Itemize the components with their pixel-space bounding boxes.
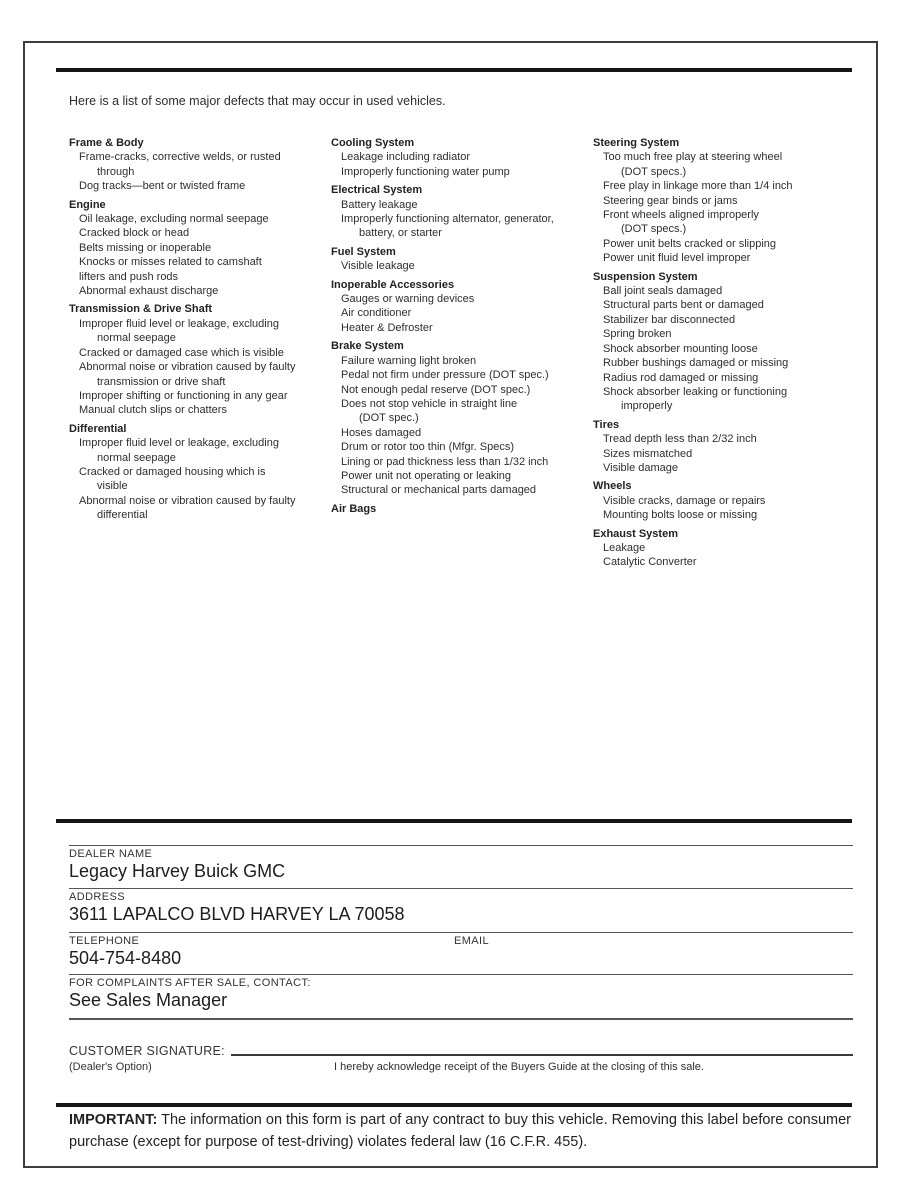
defect-item-line: Oil leakage, excluding normal seepage: [79, 213, 269, 226]
defect-item-line: Structural or mechanical parts damaged: [341, 484, 537, 497]
telephone-email-row: [69, 932, 853, 974]
defect-item-line: Too much free play at steering wheel: [603, 151, 783, 164]
defect-item-line: normal seepage: [97, 451, 176, 464]
complaints-row: [69, 974, 853, 1020]
defect-item-line: Stabilizer bar disconnected: [603, 313, 736, 326]
defect-item-line: Visible damage: [603, 461, 679, 474]
defect-item-line: Improperly functioning water pump: [341, 165, 510, 178]
defect-item-line: improperly: [621, 400, 673, 413]
defect-section-heading: Electrical System: [331, 184, 423, 197]
defect-item-line: Manual clutch slips or chatters: [79, 404, 227, 417]
defect-item-line: lifters and push rods: [79, 270, 179, 283]
defect-item-line: Radius rod damaged or missing: [603, 371, 759, 384]
defect-item-line: Not enough pedal reserve (DOT spec.): [341, 383, 531, 396]
defect-item-line: Free play in linkage more than 1/4 inch: [603, 180, 793, 193]
defect-item-line: normal seepage: [97, 332, 176, 345]
important-notice-label: IMPORTANT:: [69, 1112, 158, 1128]
defect-item-line: Shock absorber mounting loose: [603, 342, 758, 355]
defect-item-line: Mounting bolts loose or missing: [603, 509, 758, 522]
defect-item-line: Gauges or warning devices: [341, 293, 475, 306]
address-label: ADDRESS: [69, 891, 125, 903]
defect-item-line: Ball joint seals damaged: [603, 285, 723, 298]
defect-section-heading: Suspension System: [593, 270, 698, 283]
defect-item-line: Drum or rotor too thin (Mfgr. Specs): [341, 441, 514, 454]
defect-item-line: Cracked or damaged housing which is: [79, 465, 266, 478]
defect-item-line: Spring broken: [603, 328, 672, 341]
dealer-name-label: DEALER NAME: [69, 848, 153, 860]
defect-item-line: Structural parts bent or damaged: [603, 299, 764, 312]
defect-item-line: transmission or drive shaft: [97, 375, 226, 388]
telephone-label: TELEPHONE: [69, 935, 140, 947]
defect-item-line: Shock absorber leaking or functioning: [603, 385, 788, 398]
defect-item-line: Power unit fluid level improper: [603, 252, 751, 265]
complaints-label: FOR COMPLAINTS AFTER SALE, CONTACT:: [69, 977, 311, 989]
address-row: [69, 888, 853, 932]
defect-section-heading: Air Bags: [331, 502, 377, 515]
dealer-info-form: [69, 845, 853, 1020]
defect-item-line: (DOT spec.): [359, 412, 419, 425]
defect-item-line: Hoses damaged: [341, 426, 422, 439]
defect-item-line: Frame-cracks, corrective welds, or rusted: [79, 151, 281, 164]
defect-item-line: Power unit not operating or leaking: [341, 469, 511, 482]
important-notice-text: The information on this form is part of any contract to buy this vehicle. Removing this label before consumer purchase (except for purpose of test-driving) violates federal law (16 C.F.R. 455).: [69, 1112, 852, 1150]
defect-item-line: Abnormal noise or vibration caused by faulty: [79, 361, 296, 374]
dealer-name-row: [69, 845, 853, 888]
defect-section-heading: Steering System: [593, 137, 680, 149]
defect-item-line: Sizes mismatched: [603, 447, 693, 460]
defects-column: [69, 136, 323, 570]
defect-item-line: Improper fluid level or leakage, excluding: [79, 317, 279, 330]
bottom-rule-bar: [56, 1103, 852, 1107]
defect-item-line: Visible leakage: [341, 260, 415, 273]
defect-item-line: Front wheels aligned improperly: [603, 209, 759, 222]
defect-item-line: differential: [97, 509, 148, 522]
defects-column: [331, 136, 585, 570]
complaints-value: See Sales Manager: [69, 990, 228, 1010]
defect-item-line: battery, or starter: [359, 227, 442, 240]
defect-item-line: Belts missing or inoperable: [79, 241, 212, 254]
defect-item-line: Air conditioner: [341, 307, 412, 320]
signature-acknowledgment-text: I hereby acknowledge receipt of the Buyers Guide at the closing of this sale.: [334, 1061, 704, 1073]
defect-item-line: through: [97, 165, 135, 178]
defect-item-line: Power unit belts cracked or slipping: [603, 237, 777, 250]
defects-intro-text: Here is a list of some major defects that may occur in used vehicles.: [69, 94, 446, 108]
defect-item-line: Tread depth less than 2/32 inch: [603, 433, 757, 446]
defect-item-line: Heater & Defroster: [341, 321, 433, 334]
buyers-guide-back-page: [23, 41, 878, 1168]
defect-item-line: Pedal not firm under pressure (DOT spec.): [341, 369, 549, 382]
defect-item-line: Abnormal exhaust discharge: [79, 285, 219, 298]
defect-item-line: Visible cracks, damage or repairs: [603, 494, 766, 507]
defect-section-heading: Exhaust System: [593, 527, 678, 540]
top-rule-bar: [56, 68, 852, 72]
defect-item-line: Cracked or damaged case which is visible: [79, 346, 284, 359]
important-notice: [69, 1110, 861, 1153]
defect-item-line: Does not stop vehicle in straight line: [341, 397, 518, 410]
defect-section-heading: Fuel System: [331, 245, 396, 258]
defect-item-line: Abnormal noise or vibration caused by faulty: [79, 494, 296, 507]
email-label: EMAIL: [454, 935, 490, 947]
defect-section-heading: Engine: [69, 198, 106, 211]
dealer-name-value: Legacy Harvey Buick GMC: [69, 861, 286, 881]
defect-section-heading: Transmission & Drive Shaft: [69, 303, 213, 316]
signature-section: [69, 1042, 853, 1075]
telephone-value: 504-754-8480: [69, 948, 182, 968]
defect-item-line: Improperly functioning alternator, generator,: [341, 213, 554, 226]
defect-section-heading: Differential: [69, 422, 127, 435]
defect-item-line: (DOT specs.): [621, 165, 687, 178]
defect-section-heading: Cooling System: [331, 137, 415, 149]
defect-item-line: visible: [97, 480, 128, 493]
defect-item-line: Dog tracks—bent or twisted frame: [79, 180, 246, 193]
defect-item-line: Lining or pad thickness less than 1/32 inch: [341, 455, 549, 468]
defect-item-line: Failure warning light broken: [341, 354, 477, 367]
defect-item-line: Cracked block or head: [79, 227, 190, 240]
defect-item-line: Battery leakage: [341, 198, 418, 211]
defect-section-heading: Tires: [593, 418, 620, 431]
defect-section-heading: Inoperable Accessories: [331, 278, 455, 291]
middle-rule-bar: [56, 819, 852, 823]
defect-section-heading: Wheels: [593, 480, 632, 493]
defect-section-heading: Brake System: [331, 340, 404, 353]
defect-item-line: Improper fluid level or leakage, excluding: [79, 437, 279, 450]
defect-section-heading: Frame & Body: [69, 137, 144, 149]
defects-column: [593, 136, 847, 570]
defect-item-line: Catalytic Converter: [603, 556, 697, 569]
defects-columns: [69, 136, 869, 570]
defect-item-line: Improper shifting or functioning in any gear: [79, 389, 288, 402]
defect-item-line: (DOT specs.): [621, 223, 687, 236]
dealers-option-label: (Dealer's Option): [69, 1061, 152, 1073]
customer-signature-line: [231, 1042, 853, 1056]
defect-item-line: Leakage: [603, 541, 646, 554]
customer-signature-label: CUSTOMER SIGNATURE:: [69, 1044, 225, 1058]
defect-item-line: Steering gear binds or jams: [603, 194, 738, 207]
defect-item-line: Leakage including radiator: [341, 151, 471, 164]
address-value: 3611 LAPALCO BLVD HARVEY LA 70058: [69, 904, 405, 924]
defect-item-line: Rubber bushings damaged or missing: [603, 357, 789, 370]
defect-item-line: Knocks or misses related to camshaft: [79, 256, 262, 269]
